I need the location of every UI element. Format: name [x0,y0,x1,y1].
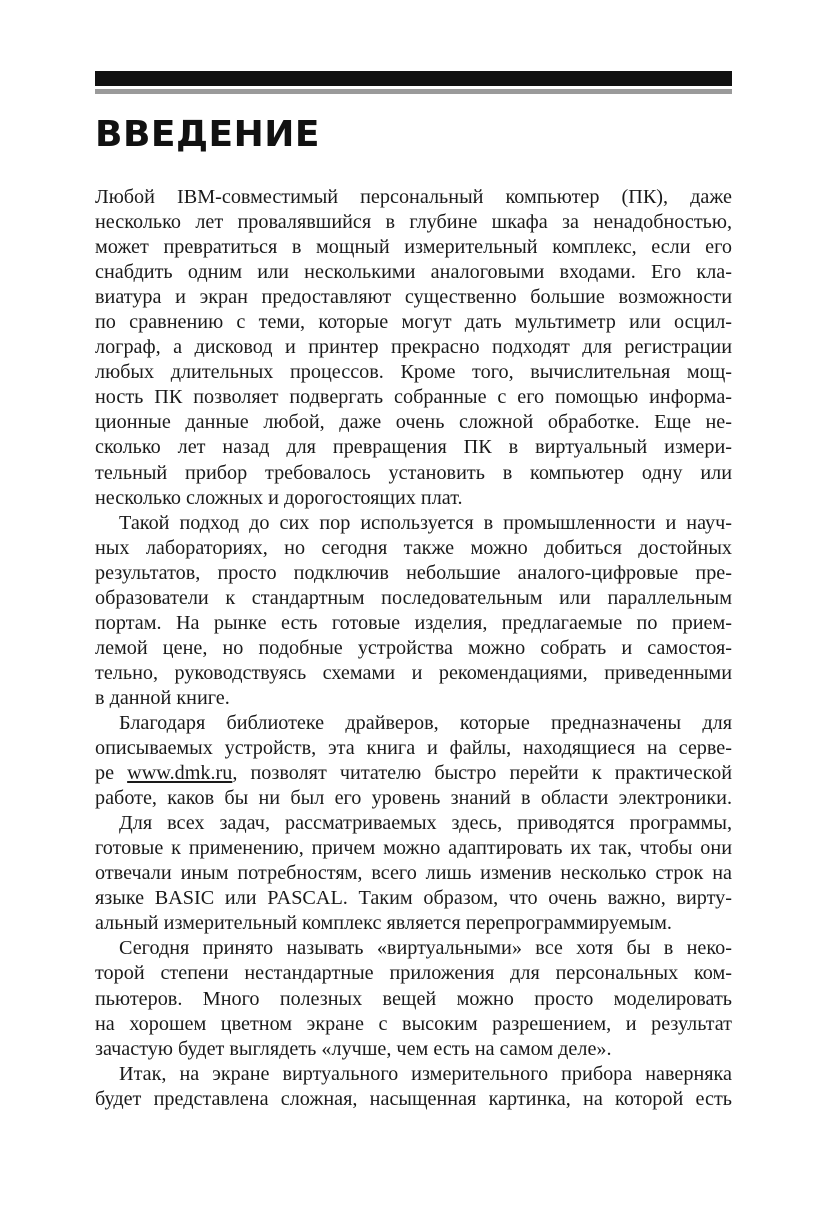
text-line: тельный прибор требовалось установить в компьютер одну или [95,461,732,484]
text-line: Итак, на экране виртуального измерительного прибора наверняка [119,1062,732,1085]
text-line: пьютеров. Много полезных вещей можно просто моделировать [95,987,732,1010]
text-line: альный измерительный комплекс является перепрограммируемым. [95,912,672,935]
text-line: ционные данные любой, даже очень сложной обработке. Еще не- [95,411,732,434]
text-line: ных лабораториях, но сегодня также можно добиться достойных [95,536,732,559]
text-line: образователи к стандартным последовательным или параллельным [95,586,732,609]
text-line: Для всех задач, рассматриваемых здесь, приводятся программы, [119,812,732,835]
text-line: отвечали иным потребностям, всего лишь изменив несколько строк на [95,862,732,885]
text-line: Любой IBM-совместимый персональный компьютер (ПК), даже [95,186,732,208]
text-line: на хорошем цветном экране с высоким разрешением, и результат [95,1012,732,1035]
text-line: в данной книге. [95,686,230,709]
text-line: Сегодня принято называть «виртуальными» все хотя бы в неко- [119,937,732,960]
text-line: описываемых устройств, эта книга и файлы, находящиеся на серве- [95,737,732,760]
text-line: зачастую будет выглядеть «лучше, чем есть на самом деле». [95,1037,612,1060]
text-line: будет представлена сложная, насыщенная картинка, на которой есть [95,1087,732,1110]
header-rule-thick [95,71,732,86]
text-line: несколько сложных и дорогостоящих плат. [95,486,463,509]
text-line: результатов, просто подключив небольшие аналого-цифровые пре- [95,561,732,584]
text-line: по сравнению с теми, которые могут дать мультиметр или осцил- [95,311,732,334]
header-rule-gray [95,89,732,94]
text-line: тельно, руководствуясь схемами и рекомендациями, приведенными [95,661,732,684]
text-line: любых длительных процессов. Кроме того, вычислительная мощ- [95,361,732,384]
text-line: может превратиться в мощный измерительный комплекс, если его [95,236,732,259]
text-line: несколько лет провалявшийся в глубине шкафа за ненадобностью, [95,211,732,234]
text-line: портам. На рынке есть готовые изделия, предлагаемые по прием- [95,611,732,634]
text-line: Такой подход до сих пор используется в промышленности и науч- [119,511,732,534]
text-line: Благодаря библиотеке драйверов, которые предназначены для [119,711,732,734]
text-line: работе, каков бы ни был его уровень знаний в области электроники. [95,787,732,810]
text-line [95,761,732,786]
text-line: готовые к применению, причем можно адаптировать их так, чтобы они [95,837,732,860]
text-line: лемой цене, но подобные устройства можно собрать и самостоя- [95,636,732,659]
text-segment: ре [95,762,128,785]
chapter-title: ВВЕДЕНИЕ [95,114,320,155]
text-line: снабдить одним или несколькими аналоговыми входами. Его кла- [95,261,732,284]
text-line: виатура и экран предоставляют существенно большие возможности [95,286,732,309]
text-line: сколько лет назад для превращения ПК в виртуальный измери- [95,436,732,459]
text-line: торой степени нестандартные приложения для персональных ком- [95,962,732,985]
text-segment: , позволят читателю быстро перейти к практической [232,762,732,785]
website-link[interactable]: www.dmk.ru [127,762,233,785]
text-line: ность ПК позволяет подвергать собранные с его помощью информа- [95,386,732,409]
body-text [95,185,732,1112]
text-line: языке BASIC или PASCAL. Таким образом, что очень важно, вирту- [95,887,732,910]
text-line: лограф, а дисковод и принтер прекрасно подходят для регистрации [95,336,732,359]
